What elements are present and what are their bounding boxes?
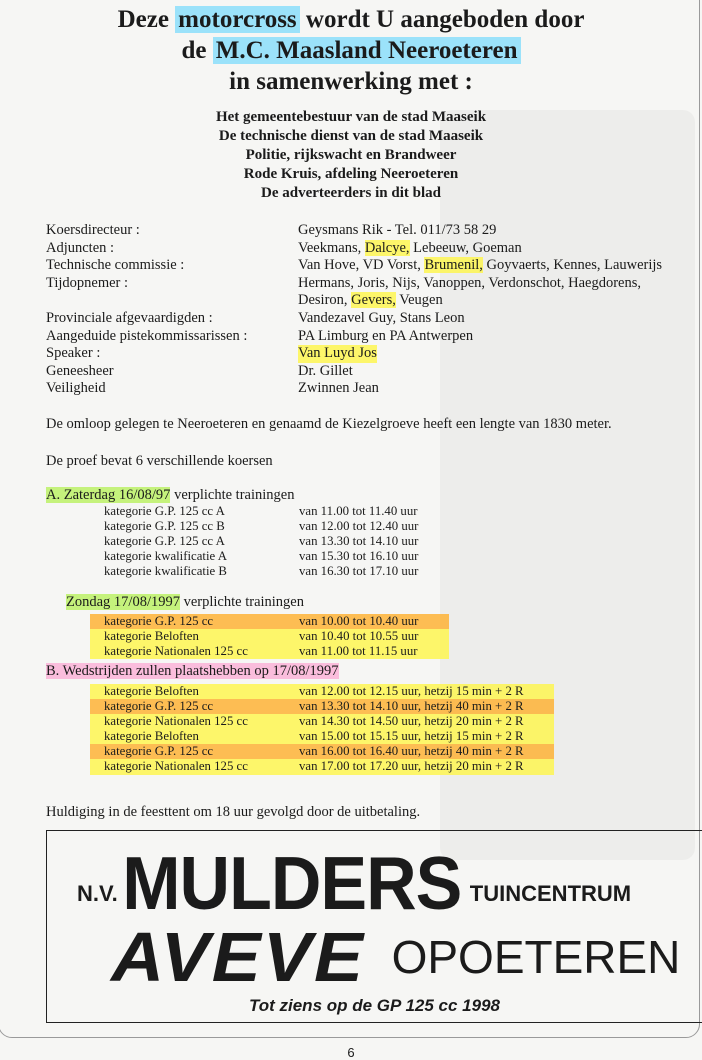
- table-row: [90, 714, 554, 729]
- role-label: Koersdirecteur :: [46, 222, 140, 238]
- time-cell: van 10.00 tot 10.40 uur: [299, 614, 419, 628]
- staff-row: [46, 363, 662, 381]
- partners-list: [0, 108, 702, 203]
- time-cell: van 11.00 tot 11.40 uur: [299, 504, 418, 518]
- time-cell: van 16.30 tot 17.10 uur: [299, 564, 419, 579]
- races-text: De proef bevat 6 verschillende koersen: [46, 453, 273, 469]
- time-cell: van 13.30 tot 14.10 uur: [299, 534, 419, 549]
- category-cell: kategorie kwalificatie A: [104, 549, 227, 564]
- nv-label: N.V.: [77, 881, 118, 906]
- category-cell: kategorie G.P. 125 cc: [104, 744, 214, 759]
- table-row: [90, 614, 449, 629]
- headline-text: in samenwerking met :: [229, 68, 473, 95]
- time-cell: van 13.30 tot 14.10 uur, hetzij 40 min + 2 R: [299, 699, 524, 714]
- speaker-highlight: Van Luyd Jos: [298, 345, 377, 362]
- name-text: Van Hove, VD Vorst,: [298, 257, 421, 274]
- category-cell: kategorie G.P. 125 cc B: [104, 519, 225, 534]
- role-value: Hermans, Joris, Nijs, Vanoppen, Verdonschot, Haegdorens,: [298, 274, 641, 291]
- role-label: Tijdopnemer :: [46, 274, 129, 291]
- name-text: Goyvaerts, Kennes, Lauwerijs: [486, 257, 663, 274]
- category-cell: kategorie G.P. 125 cc A: [104, 504, 225, 518]
- races-table: [90, 684, 554, 775]
- partner-line: Rode Kruis, afdeling Neeroeteren: [243, 166, 459, 182]
- partner-line: De technische dienst van de stad Maaseik: [218, 128, 484, 144]
- circuit-text: De omloop gelegen te Neeroeteren en genaamd de Kiezelgroeve heeft een lengte van 1830 meter.: [46, 416, 612, 432]
- role-label: Aangeduide pistekommissarissen :: [46, 327, 248, 344]
- partner-line: Het gemeentebestuur van de stad Maaseik: [215, 109, 487, 125]
- name-highlight: Gevers,: [351, 292, 396, 309]
- saturday-table: [104, 504, 418, 579]
- sunday-table: [90, 614, 449, 659]
- category-cell: kategorie Nationalen 125 cc: [104, 759, 248, 774]
- role-value: Geysmans Rik - Tel. 011/73 58 29: [298, 222, 497, 238]
- role-value: [298, 240, 522, 258]
- table-row: [90, 729, 554, 744]
- sunday-heading: [66, 594, 304, 611]
- table-row: [90, 744, 554, 759]
- staff-row: [46, 328, 662, 346]
- time-cell: van 17.00 tot 17.20 uur, hetzij 20 min + 2 R: [299, 759, 524, 774]
- partner-line: De adverteerders in dit blad: [261, 185, 441, 201]
- category-cell: kategorie Beloften: [104, 729, 199, 744]
- section-b-heading: [46, 663, 339, 680]
- time-cell: van 16.00 tot 16.40 uur, hetzij 40 min + 2 R: [299, 744, 524, 759]
- role-value: [298, 257, 662, 275]
- partner-line: Politie, rijkswacht en Brandweer: [245, 147, 457, 163]
- role-spacer: [46, 292, 298, 310]
- role-value: Dr. Gillet: [298, 362, 353, 379]
- section-highlight: B. Wedstrijden zullen plaatshebben op 17/08/1997: [46, 663, 339, 679]
- club-name-highlight: M.C. Maasland Neeroeteren: [213, 37, 521, 64]
- staff-row: [46, 345, 662, 363]
- headline-text: de: [181, 37, 207, 64]
- category-cell: kategorie Nationalen 125 cc: [104, 644, 248, 659]
- name-highlight: Dalcye,: [364, 239, 410, 256]
- role-value: Zwinnen Jean: [298, 380, 379, 397]
- section-text: verplichte trainingen: [183, 594, 304, 610]
- staff-row: [46, 380, 662, 398]
- staff-row: [46, 257, 662, 275]
- time-cell: van 11.00 tot 11.15 uur: [299, 644, 418, 659]
- role-label: Speaker :: [46, 345, 101, 362]
- name-text: Veekmans,: [298, 239, 362, 256]
- role-label: Geneesheer: [46, 362, 114, 379]
- table-row: [104, 534, 418, 549]
- name-text: Desiron,: [298, 292, 348, 309]
- staff-row: [46, 240, 662, 258]
- staff-row: [46, 292, 662, 310]
- role-label: Technische commissie :: [46, 257, 185, 274]
- category-cell: kategorie Beloften: [104, 684, 199, 698]
- section-text: verplichte trainingen: [174, 487, 295, 503]
- staff-list: [46, 222, 662, 398]
- category-cell: kategorie G.P. 125 cc A: [104, 534, 225, 549]
- name-highlight: Brumenil,: [424, 257, 483, 274]
- aveve-brand: AVEVE: [110, 918, 366, 996]
- table-row: [104, 549, 418, 564]
- role-value: Vandezavel Guy, Stans Leon: [298, 309, 465, 326]
- headline-highlight: motorcross: [175, 6, 300, 33]
- section-highlight: Zondag 17/08/1997: [66, 594, 180, 610]
- table-row: [90, 629, 449, 644]
- category-cell: kategorie kwalificatie B: [104, 564, 227, 579]
- category-cell: kategorie G.P. 125 cc: [104, 614, 214, 628]
- role-value: [298, 292, 443, 310]
- role-label: Provinciale afgevaardigden :: [46, 309, 213, 326]
- table-row: [104, 564, 418, 579]
- time-cell: van 15.30 tot 16.10 uur: [299, 549, 419, 564]
- section-highlight: A. Zaterdag 16/08/97: [46, 487, 171, 503]
- table-row: [90, 699, 554, 714]
- table-row: [90, 684, 554, 699]
- section-a-heading: [46, 487, 294, 504]
- category-cell: kategorie Nationalen 125 cc: [104, 714, 248, 729]
- category-cell: kategorie G.P. 125 cc: [104, 699, 214, 714]
- time-cell: van 15.00 tot 15.15 uur, hetzij 15 min + 2 R: [299, 729, 524, 744]
- town-name: OPOETEREN: [391, 931, 681, 983]
- aveve-logo: [110, 917, 681, 997]
- ad-slogan: Tot ziens op de GP 125 cc 1998: [248, 996, 500, 1015]
- advertisement: [46, 830, 702, 1023]
- role-label: Adjuncten :: [46, 239, 115, 256]
- time-cell: van 10.40 tot 10.55 uur: [299, 629, 419, 644]
- table-row: [90, 759, 554, 774]
- table-row: [104, 504, 418, 519]
- staff-row: [46, 310, 662, 328]
- staff-row: [46, 275, 662, 293]
- table-row: [90, 644, 449, 659]
- mulders-logo: [77, 840, 632, 926]
- category-cell: kategorie Beloften: [104, 629, 199, 644]
- time-cell: van 12.00 tot 12.40 uur: [299, 519, 419, 534]
- headline-text: wordt U aangeboden door: [305, 6, 585, 33]
- brand-name: MULDERS: [122, 840, 462, 926]
- headline: [0, 4, 702, 97]
- name-text: Lebeeuw, Goeman: [413, 239, 522, 256]
- staff-row: [46, 222, 662, 240]
- name-text: Veugen: [399, 292, 443, 309]
- headline-text: Deze: [117, 6, 169, 33]
- role-value: PA Limburg en PA Antwerpen: [298, 327, 474, 344]
- role-label: Veiligheid: [46, 380, 106, 397]
- time-cell: van 14.30 tot 14.50 uur, hetzij 20 min + 2 R: [299, 714, 524, 729]
- tuincentrum-label: TUINCENTRUM: [469, 881, 632, 906]
- time-cell: van 12.00 tot 12.15 uur, hetzij 15 min + 2 R: [299, 684, 524, 698]
- page-number: 6: [347, 1045, 355, 1060]
- table-row: [104, 519, 418, 534]
- ceremony-text: Huldiging in de feesttent om 18 uur gevolgd door de uitbetaling.: [46, 804, 421, 820]
